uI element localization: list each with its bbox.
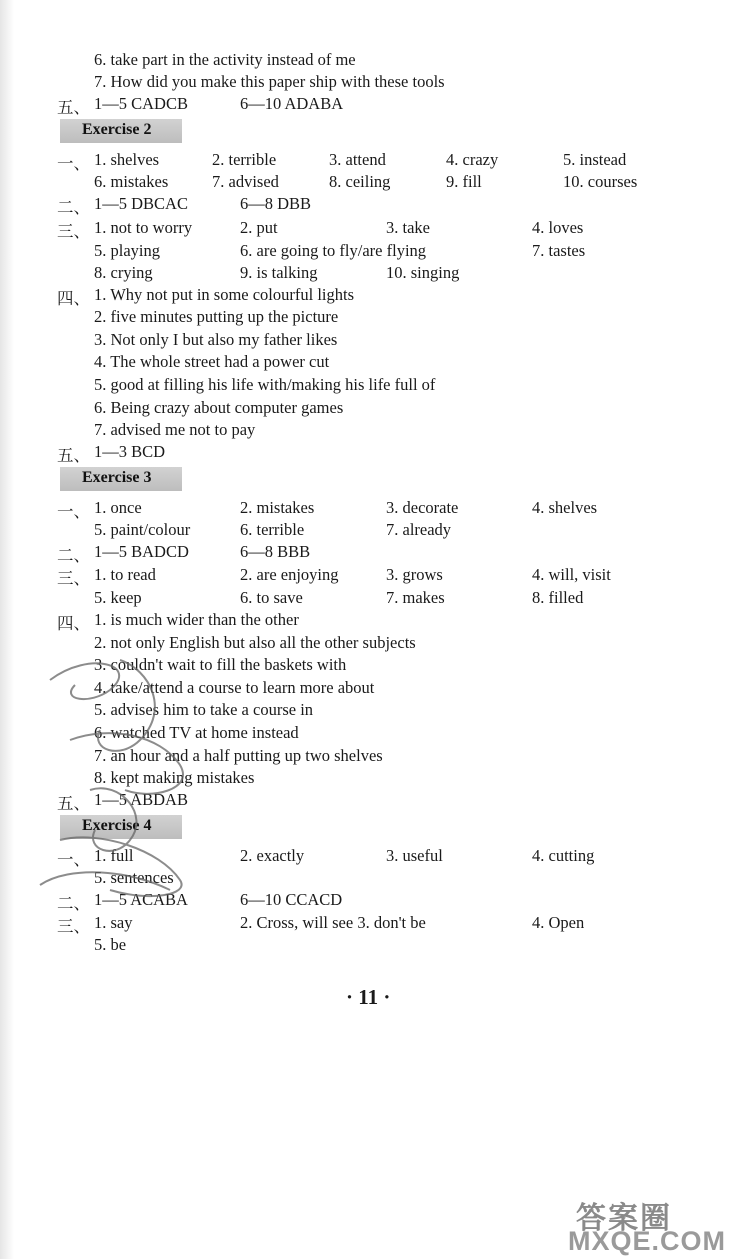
answer-item: 5. instead	[563, 150, 627, 169]
answer-line: 4. The whole street had a power cut	[94, 352, 330, 371]
answer-item: 2. put	[240, 218, 278, 237]
answer-line: 6. Being crazy about computer games	[94, 398, 344, 417]
answer-line: 1. Why not put in some colourful lights	[94, 285, 355, 304]
section-marker: 三、	[57, 569, 90, 588]
answer-item: 6—8 DBB	[240, 194, 312, 213]
section-marker: 二、	[57, 198, 90, 217]
answer-line: 5. good at filling his life with/making his life full of	[94, 375, 436, 394]
section-marker: 一、	[57, 850, 90, 869]
answer-item: 5. playing	[94, 241, 160, 260]
answer-item: 3. useful	[386, 846, 443, 865]
answer-item: 1. to read	[94, 565, 156, 584]
watermark-text: 答案圈	[576, 1201, 672, 1236]
answer-line: 3. couldn't wait to fill the baskets with	[94, 655, 347, 674]
answer-item: 3. decorate	[386, 498, 459, 517]
answer-item: 10. singing	[386, 263, 460, 282]
answer-item: 4. loves	[532, 218, 584, 237]
answer-item: 5. be	[94, 935, 127, 954]
answer-item: 6—10 CCACD	[240, 890, 343, 909]
answer-line: 7. advised me not to pay	[94, 420, 256, 439]
answer-item: 5. paint/colour	[94, 520, 191, 539]
section-marker: 三、	[57, 917, 90, 936]
answer-line: 7. an hour and a half putting up two shelves	[94, 746, 383, 765]
answer-item: 4. crazy	[446, 150, 499, 169]
section-marker: 四、	[57, 614, 90, 633]
answer-item: 1—5 BADCD	[94, 542, 189, 561]
answer-item: 1. not to worry	[94, 218, 193, 237]
answer-item: 5. sentences	[94, 868, 174, 887]
answer-line: 5. advises him to take a course in	[94, 700, 314, 719]
answer-item: 6. mistakes	[94, 172, 169, 191]
exercise-heading: Exercise 3	[60, 467, 182, 491]
section-marker: 二、	[57, 894, 90, 913]
answer-item: 1—5 DBCAC	[94, 194, 188, 213]
answer-item: 2. Cross, will see 3. don't be	[240, 913, 426, 932]
exercise-heading: Exercise 2	[60, 119, 182, 143]
answer-item: 8. filled	[532, 588, 584, 607]
answer-item: 8. ceiling	[329, 172, 391, 191]
answer-item: 1—3 BCD	[94, 442, 166, 461]
section-marker: 一、	[57, 502, 90, 521]
answer-item: 1—5 CADCB	[94, 94, 188, 113]
answer-item: 1. once	[94, 498, 142, 517]
answer-item: 7. tastes	[532, 241, 586, 260]
answer-item: 1. full	[94, 846, 134, 865]
section-marker: 三、	[57, 222, 90, 241]
answer-item: 7. advised	[212, 172, 279, 191]
answer-item: 2. mistakes	[240, 498, 315, 517]
section-marker: 二、	[57, 546, 90, 565]
answer-line: 4. take/attend a course to learn more about	[94, 678, 375, 697]
watermark-url: MXQE.COM	[568, 1226, 727, 1256]
answer-item: 1—5 ACABA	[94, 890, 188, 909]
answer-item: 4. Open	[532, 913, 585, 932]
page-number: · 11 ·	[346, 985, 391, 1009]
answer-item: 2. terrible	[212, 150, 277, 169]
answer-item: 3. take	[386, 218, 430, 237]
answer-line: 2. not only English but also all the other subjects	[94, 633, 416, 652]
scan-shadow	[0, 0, 14, 1259]
section-marker: 五、	[57, 446, 90, 465]
answer-item: 4. will, visit	[532, 565, 611, 584]
answer-line: 6. take part in the activity instead of me	[94, 50, 356, 69]
answer-item: 3. grows	[386, 565, 443, 584]
exercise-heading: Exercise 4	[60, 815, 182, 839]
watermark-logo	[562, 1193, 742, 1255]
handwriting-scribble	[30, 640, 230, 910]
answer-line: 3. Not only I but also my father likes	[94, 330, 338, 349]
answer-item: 10. courses	[563, 172, 638, 191]
answer-item: 4. shelves	[532, 498, 598, 517]
answer-item: 6—8 BBB	[240, 542, 311, 561]
answer-line: 6. watched TV at home instead	[94, 723, 299, 742]
answer-item: 5. keep	[94, 588, 142, 607]
answer-line: 2. five minutes putting up the picture	[94, 307, 339, 326]
section-marker: 四、	[57, 289, 90, 308]
answer-item: 1. shelves	[94, 150, 160, 169]
section-marker: 五、	[57, 98, 90, 117]
section-marker: 一、	[57, 154, 90, 173]
answer-line: 1. is much wider than the other	[94, 610, 299, 629]
section-marker: 五、	[57, 794, 90, 813]
answer-item: 3. attend	[329, 150, 386, 169]
answer-item: 7. already	[386, 520, 452, 539]
answer-item: 6—10 ADABA	[240, 94, 344, 113]
answer-item: 2. exactly	[240, 846, 305, 865]
answer-item: 6. to save	[240, 588, 303, 607]
answer-item: 6. terrible	[240, 520, 305, 539]
answer-item: 8. crying	[94, 263, 153, 282]
answer-item: 9. fill	[446, 172, 482, 191]
answer-item: 2. are enjoying	[240, 565, 339, 584]
answer-item: 1—5 ABDAB	[94, 790, 188, 809]
answer-item: 1. say	[94, 913, 133, 932]
answer-item: 9. is talking	[240, 263, 318, 282]
answer-item: 4. cutting	[532, 846, 595, 865]
answer-line: 8. kept making mistakes	[94, 768, 255, 787]
answer-line: 7. How did you make this paper ship with these tools	[94, 72, 445, 91]
answer-item: 7. makes	[386, 588, 445, 607]
answer-item: 6. are going to fly/are flying	[240, 241, 427, 260]
